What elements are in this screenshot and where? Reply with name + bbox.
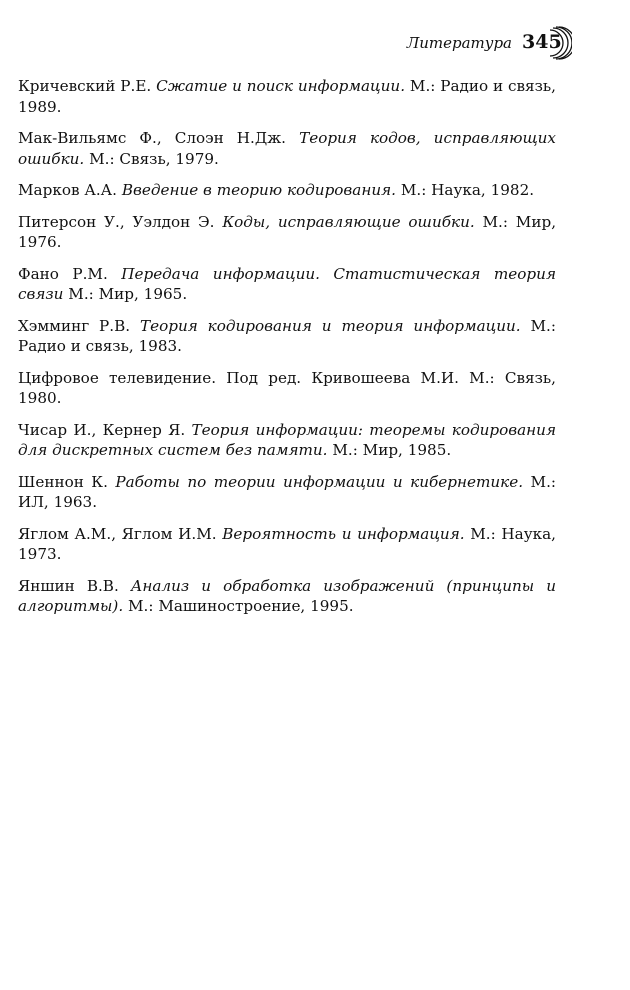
reference-author: Мак-Вильямс Ф., Слоэн Н.Дж. — [18, 129, 287, 147]
reference-title: Вероятность и информация. — [222, 524, 465, 543]
reference-author: Марков А.А. — [18, 181, 118, 199]
reference-publication: М.: Машиностроение, 1995. — [128, 597, 354, 615]
reference-author: Шеннон К. — [18, 472, 108, 491]
reference-item — [18, 576, 556, 617]
bibliography-list — [18, 76, 556, 628]
reference-author: Яншин В.В. — [18, 576, 119, 595]
reference-publication: М.: Мир, 1965. — [68, 285, 188, 303]
reference-publication: М.: Наука, 1982. — [400, 181, 535, 199]
reference-publication: М.: Связь, 1979. — [89, 149, 219, 168]
reference-publication: М.: Мир, 1976. — [18, 212, 557, 251]
reference-author: Хэмминг Р.В. — [18, 316, 131, 335]
reference-author: Питерсон У., Уэлдон Э. — [18, 212, 215, 231]
reference-title: Передача информации. Статистическая теория связи — [18, 264, 556, 303]
reference-author: Чисар И., Кернер Я. — [18, 420, 186, 439]
reference-title: Работы по теории информации и кибернетике. — [115, 472, 524, 491]
reference-item — [18, 212, 556, 253]
reference-author: Яглом А.М., Яглом И.М. — [18, 524, 217, 543]
running-header — [407, 26, 572, 60]
reference-item — [18, 128, 556, 169]
page-number: 345 — [522, 31, 562, 53]
reference-title: Коды, исправляющие ошибки. — [222, 212, 475, 231]
reference-title: Теория кодов, исправляющих ошибки. — [18, 129, 556, 168]
reference-publication: М.: Радио и связь, 1989. — [18, 77, 556, 116]
reference-title: Теория информации: теоремы кодирования для дискретных систем без памяти. — [18, 420, 556, 459]
reference-title: Введение в теорию кодирования. — [121, 181, 396, 199]
reference-title: Теория кодирования и теория информации. — [139, 316, 521, 335]
reference-item — [18, 368, 556, 409]
reference-title: Сжатие и поиск информации. — [156, 77, 406, 95]
reference-author: Фано Р.М. — [18, 264, 108, 283]
reference-publication: М.: ИЛ, 1963. — [18, 472, 557, 511]
reference-item — [18, 472, 556, 513]
reference-item — [18, 420, 556, 461]
reference-author: Кричевский Р.Е. — [18, 77, 152, 95]
reference-publication: М.: Наука, 1973. — [18, 524, 557, 563]
reference-title: Анализ и обработка изображений (принципы и алгоритмы). — [18, 576, 557, 615]
reference-item — [18, 316, 556, 357]
reference-item — [18, 180, 556, 201]
reference-publication: М.: Радио и связь, 1983. — [18, 316, 556, 355]
page-number-badge — [522, 26, 572, 60]
reference-item — [18, 76, 556, 117]
reference-item — [18, 264, 556, 305]
reference-publication: Цифровое телевидение. Под ред. Кривошеева М.И. М.: Связь, 1980. — [18, 368, 556, 407]
reference-publication: М.: Мир, 1985. — [332, 441, 452, 459]
reference-item — [18, 524, 556, 565]
running-title: Литература — [406, 34, 512, 52]
